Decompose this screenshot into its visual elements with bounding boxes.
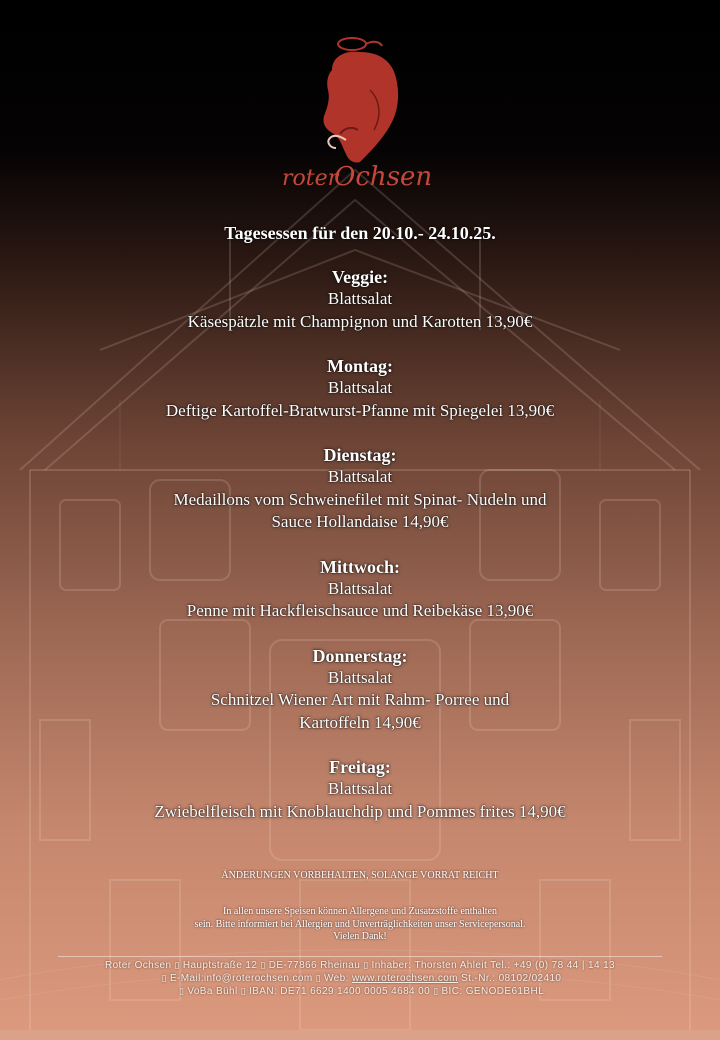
menu-day-montag: [0, 355, 720, 422]
starter: Blattsalat: [327, 578, 393, 598]
phone: Tel.: +49 (0) 78 44 | 14 13: [490, 960, 616, 971]
starter: Blattsalat: [327, 467, 393, 486]
main-dish: Zwiebelfleisch mit Knoblauchdip und Pommes frites 14,90€: [154, 801, 566, 821]
menu-day-donnerstag: [0, 645, 720, 735]
city: DE-77866 Rheinau: [268, 960, 361, 971]
starter: Blattsalat: [327, 378, 393, 397]
svg-text:roter: roter: [282, 166, 339, 191]
street: Hauptstraße 12: [182, 960, 258, 971]
footer-line-3: [0, 985, 720, 998]
main-dish: Käsespätzle mit Champignon und Karotten 13,90€: [187, 311, 533, 331]
day-name: Veggie:: [331, 267, 389, 287]
web-label: Web:: [323, 973, 349, 984]
website-link[interactable]: www.roterochsen.com: [351, 973, 458, 984]
bottom-band: [0, 1030, 720, 1040]
day-name: Donnerstag:: [312, 645, 408, 666]
starter: Blattsalat: [327, 779, 393, 798]
menu-day-dienstag: [0, 444, 720, 534]
footer-line-2: [0, 972, 720, 985]
main-dish: Medaillons vom Schweinefilet mit Spinat- Nudeln und: [173, 489, 547, 509]
iban: IBAN: DE71 6629 1400 0005 4684 00: [249, 986, 431, 997]
weekly-menu: [0, 222, 720, 845]
day-name: Mittwoch:: [320, 556, 400, 577]
separator-icon: ▯: [315, 973, 321, 983]
separator-icon: ▯: [260, 960, 266, 970]
logo-wordmark: [282, 162, 432, 192]
starter: Blattsalat: [327, 667, 393, 687]
separator-icon: ▯: [178, 986, 185, 996]
starter: Blattsalat: [327, 289, 393, 308]
main-dish-continued: Kartoffeln 14,90€: [299, 712, 421, 732]
bank: VoBa Bühl: [187, 986, 238, 997]
svg-text:Ochsen: Ochsen: [334, 162, 433, 192]
main-dish: Deftige Kartoffel-Bratwurst-Pfanne mit Spiegelei 13,90€: [165, 400, 555, 420]
bic: BIC: GENODE61BHL: [441, 986, 545, 997]
separator-icon: ▯: [433, 986, 439, 996]
day-name: Dienstag:: [323, 445, 397, 465]
allergen-line: sein. Bitte informiert bei Allergien und Unverträglichkeiten unser Servicepersonal.: [194, 918, 526, 930]
day-name: Montag:: [327, 356, 393, 376]
company-name: Roter Ochsen: [104, 960, 172, 971]
footer-line-1: [0, 959, 720, 972]
owner: Inhaber: Thorsten Ahleit: [371, 960, 488, 971]
menu-day-freitag: [0, 756, 720, 823]
roter-ochsen-logo: [270, 30, 450, 195]
footer-contact: [0, 959, 720, 998]
main-dish: Schnitzel Wiener Art mit Rahm- Porree und: [210, 690, 510, 709]
day-name: Freitag:: [329, 757, 391, 777]
allergen-note: [0, 906, 720, 944]
svg-text:roter Ochsen: roter Ochsen: [270, 30, 276, 31]
main-dish-continued: Sauce Hollandaise 14,90€: [271, 512, 449, 531]
menu-day-mittwoch: [0, 556, 720, 623]
allergen-line: In allen unsere Speisen können Allergene und Zusatzstoffe enthalten: [223, 906, 497, 917]
email: E-Mail:info@roterochsen.com: [169, 973, 313, 984]
bull-icon: [323, 52, 398, 163]
separator-icon: ▯: [174, 960, 180, 970]
tax-number: St.-Nr.: 08102/02410: [461, 973, 562, 984]
menu-day-veggie: [0, 266, 720, 333]
menu-title: Tagesessen für den 20.10.- 24.10.25.: [224, 223, 496, 243]
changes-notice: ÄNDERUNGEN VORBEHALTEN, SOLANGE VORRAT REICHT: [221, 870, 499, 881]
separator-icon: ▯: [240, 986, 246, 996]
main-dish: Penne mit Hackfleischsauce und Reibekäse 13,90€: [186, 601, 534, 620]
separator-icon: ▯: [161, 973, 167, 983]
footer-divider: [58, 956, 662, 957]
allergen-thanks: Vielen Dank!: [333, 931, 387, 942]
separator-icon: ▯: [363, 960, 369, 970]
